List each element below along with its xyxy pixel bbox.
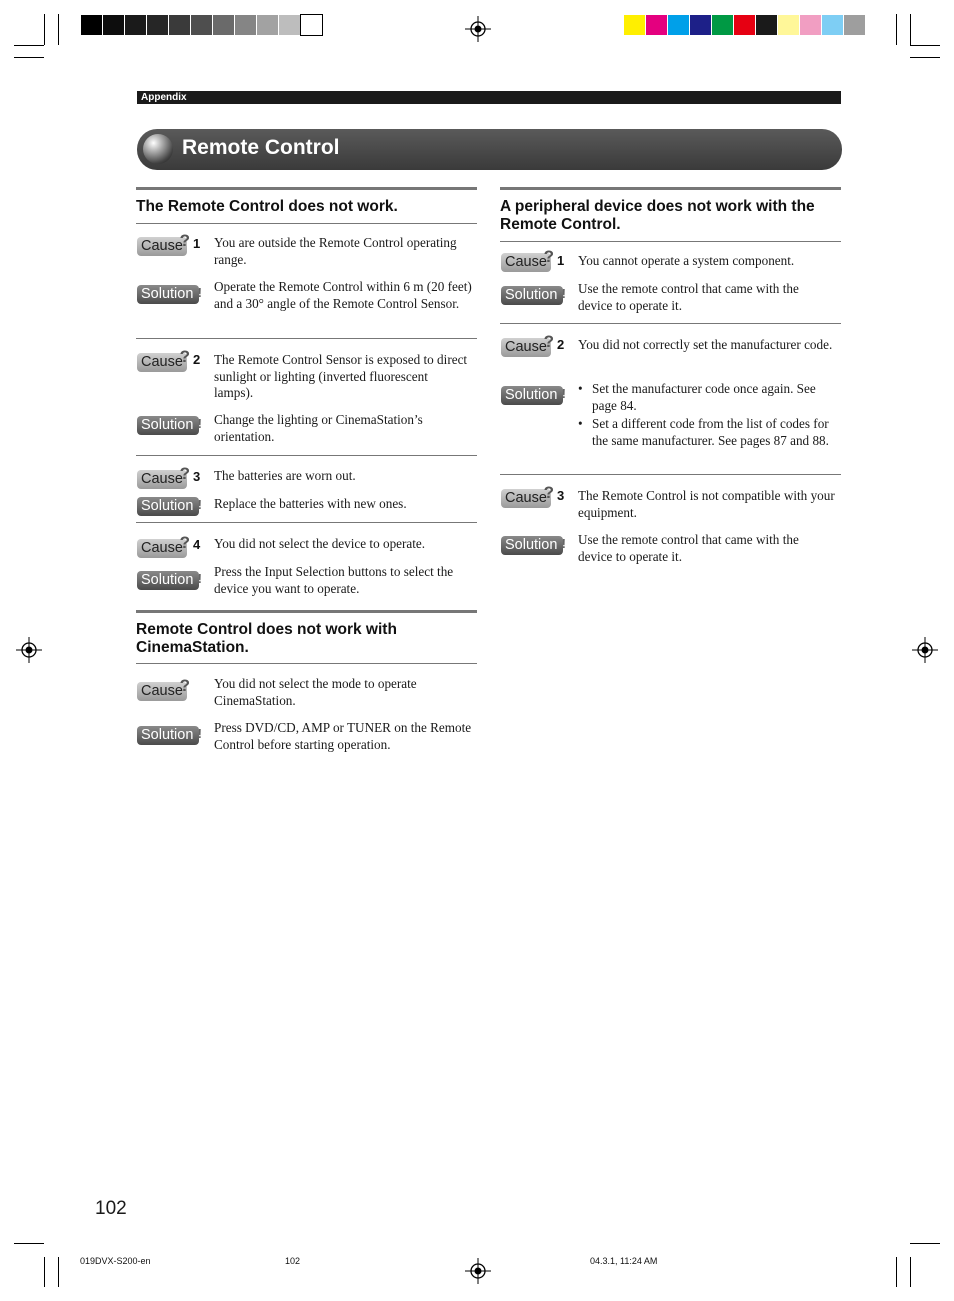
registration-mark-icon bbox=[465, 1258, 491, 1284]
cause-text: You are outside the Remote Control operating range. bbox=[214, 235, 457, 267]
cause-text: You did not correctly set the manufacturer code. bbox=[578, 337, 833, 352]
solution-badge: Solution ! bbox=[137, 285, 199, 304]
color-swatch bbox=[712, 15, 733, 35]
solution-badge: Solution ! bbox=[137, 726, 199, 745]
item-number: 1 bbox=[557, 253, 565, 268]
question-mark-icon: ? bbox=[179, 347, 190, 366]
color-swatch bbox=[235, 15, 256, 35]
crop-mark bbox=[910, 14, 911, 45]
page-title: Remote Control bbox=[182, 136, 340, 159]
cause-badge: Cause ? bbox=[501, 253, 551, 272]
cause-text: The batteries are worn out. bbox=[214, 468, 356, 483]
crop-mark bbox=[14, 57, 44, 58]
crop-mark bbox=[14, 1243, 44, 1244]
question-mark-icon: ? bbox=[179, 676, 190, 695]
color-swatch bbox=[822, 15, 843, 35]
solution-text: Replace the batteries with new ones. bbox=[214, 496, 407, 511]
cause-text: The Remote Control is not compatible with your equipment. bbox=[578, 488, 835, 520]
crop-mark bbox=[44, 1257, 45, 1287]
item-number: 4 bbox=[193, 537, 201, 552]
section-divider bbox=[136, 187, 477, 190]
item-divider bbox=[500, 323, 841, 324]
color-swatch bbox=[81, 15, 102, 35]
color-swatch bbox=[279, 15, 300, 35]
exclamation-icon: ! bbox=[561, 386, 566, 401]
footer-sheet: 102 bbox=[285, 1256, 301, 1266]
color-swatch bbox=[844, 15, 865, 35]
crop-mark bbox=[896, 14, 897, 45]
color-swatch bbox=[690, 15, 711, 35]
solution-text: Use the remote control that came with the device to operate it. bbox=[578, 281, 799, 313]
exclamation-icon: ! bbox=[561, 286, 566, 301]
cause-text: The Remote Control Sensor is exposed to direct sunlight or lighting (inverted fluorescent lamps). bbox=[214, 352, 468, 400]
exclamation-icon: ! bbox=[197, 497, 202, 512]
color-swatch bbox=[301, 15, 322, 35]
solution-bullet: Set a different code from the list of codes for the same manufacturer. See pages 87 and 88. bbox=[592, 416, 829, 448]
item-number: 2 bbox=[193, 352, 201, 367]
color-swatch bbox=[756, 15, 777, 35]
color-swatch bbox=[103, 15, 124, 35]
color-swatch bbox=[646, 15, 667, 35]
footer-date: 04.3.1, 11:24 AM bbox=[590, 1256, 658, 1266]
cause-badge: Cause ? bbox=[137, 237, 187, 256]
section-divider bbox=[136, 663, 477, 664]
solution-text: Press the Input Selection buttons to select the device you want to operate. bbox=[214, 564, 454, 596]
exclamation-icon: ! bbox=[197, 571, 202, 586]
section-divider bbox=[136, 223, 477, 224]
section-heading: A peripheral device does not work with the Remote Control. bbox=[500, 198, 815, 233]
question-mark-icon: ? bbox=[179, 464, 190, 483]
solution-bullet: Set the manufacturer code once again. See page 84. bbox=[592, 381, 816, 413]
section-divider bbox=[500, 187, 841, 190]
color-swatch bbox=[147, 15, 168, 35]
item-number: 1 bbox=[193, 236, 201, 251]
crop-mark bbox=[14, 45, 44, 46]
exclamation-icon: ! bbox=[561, 536, 566, 551]
registration-mark-icon bbox=[912, 637, 938, 663]
crop-mark bbox=[58, 14, 59, 45]
question-mark-icon: ? bbox=[179, 533, 190, 552]
crop-mark bbox=[44, 14, 45, 45]
section-divider bbox=[500, 241, 841, 242]
cause-text: You cannot operate a system component. bbox=[578, 253, 795, 268]
sphere-icon bbox=[143, 134, 173, 164]
solution-badge: Solution ! bbox=[501, 286, 563, 305]
crop-mark bbox=[910, 1243, 940, 1244]
item-number: 3 bbox=[193, 469, 201, 484]
cause-badge: Cause ? bbox=[137, 470, 187, 489]
item-divider bbox=[500, 474, 841, 475]
crop-mark bbox=[910, 57, 940, 58]
page-number: 102 bbox=[95, 1198, 127, 1219]
color-swatch bbox=[191, 15, 212, 35]
solution-text: Change the lighting or CinemaStation’s orientation. bbox=[214, 412, 423, 444]
color-swatch bbox=[778, 15, 799, 35]
footer-file: 019DVX-S200-en bbox=[80, 1256, 151, 1266]
section-heading: The Remote Control does not work. bbox=[136, 198, 398, 215]
color-swatch bbox=[213, 15, 234, 35]
title-bar bbox=[137, 129, 842, 170]
crop-mark bbox=[58, 1257, 59, 1287]
section-heading: Remote Control does not work with CinemaStation. bbox=[136, 621, 397, 656]
solution-text: Press DVD/CD, AMP or TUNER on the Remote Control before starting operation. bbox=[214, 720, 472, 752]
crop-mark bbox=[910, 1257, 911, 1287]
cause-badge: Cause ? bbox=[501, 489, 551, 508]
cause-badge: Cause ? bbox=[137, 539, 187, 558]
registration-mark-icon bbox=[465, 16, 491, 42]
solution-badge: Solution ! bbox=[501, 536, 563, 555]
item-divider bbox=[136, 522, 477, 523]
crop-mark bbox=[896, 1257, 897, 1287]
solution-text: Operate the Remote Control within 6 m (20 feet) and a 30° angle of the Remote Control Sensor. bbox=[214, 279, 472, 311]
cause-text: You did not select the device to operate. bbox=[214, 536, 426, 551]
registration-mark-icon bbox=[16, 637, 42, 663]
question-mark-icon: ? bbox=[543, 247, 554, 266]
item-divider bbox=[136, 455, 477, 456]
exclamation-icon: ! bbox=[197, 726, 202, 741]
color-swatch bbox=[800, 15, 821, 35]
exclamation-icon: ! bbox=[197, 285, 202, 300]
solution-badge: Solution ! bbox=[501, 386, 563, 405]
question-mark-icon: ? bbox=[543, 332, 554, 351]
item-divider bbox=[136, 338, 477, 339]
color-swatch bbox=[668, 15, 689, 35]
bullet-icon: • bbox=[578, 381, 583, 396]
cause-badge: Cause ? bbox=[137, 353, 187, 372]
color-swatch bbox=[125, 15, 146, 35]
exclamation-icon: ! bbox=[197, 416, 202, 431]
color-swatch bbox=[734, 15, 755, 35]
cause-text: You did not select the mode to operate CinemaStation. bbox=[214, 676, 417, 708]
color-swatch bbox=[624, 15, 645, 35]
color-swatch bbox=[257, 15, 278, 35]
crop-mark bbox=[910, 45, 940, 46]
cause-badge: Cause ? bbox=[501, 338, 551, 357]
solution-badge: Solution ! bbox=[137, 497, 199, 516]
question-mark-icon: ? bbox=[179, 231, 190, 250]
cause-badge: Cause ? bbox=[137, 682, 187, 701]
solution-badge: Solution ! bbox=[137, 416, 199, 435]
question-mark-icon: ? bbox=[543, 483, 554, 502]
color-swatch bbox=[169, 15, 190, 35]
item-number: 2 bbox=[557, 337, 565, 352]
solution-badge: Solution ! bbox=[137, 571, 199, 590]
bullet-icon: • bbox=[578, 416, 583, 431]
section-divider bbox=[136, 610, 477, 613]
solution-text: Use the remote control that came with the device to operate it. bbox=[578, 532, 799, 564]
appendix-label: Appendix bbox=[137, 91, 841, 104]
item-number: 3 bbox=[557, 488, 565, 503]
